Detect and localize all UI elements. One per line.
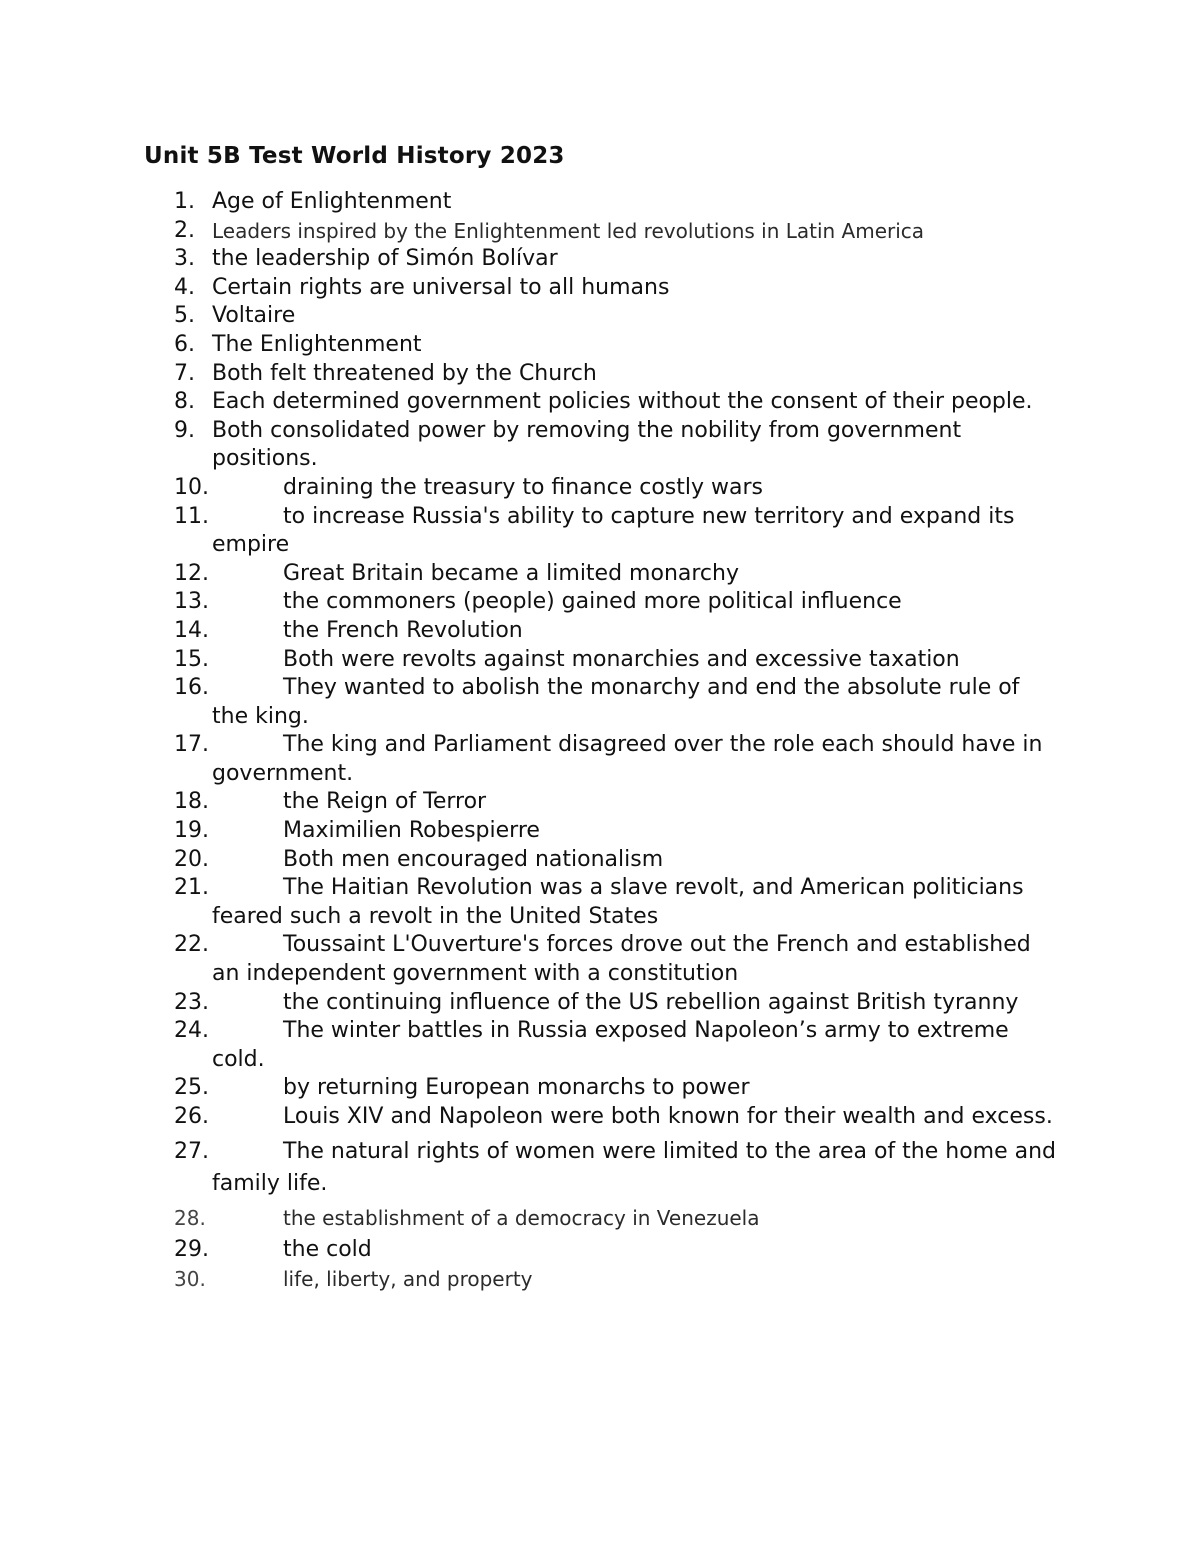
- item-number: 24.: [174, 1018, 209, 1044]
- item-number: 1.: [174, 189, 195, 214]
- item-text: Each determined government policies without the consent of their people.: [212, 389, 1033, 415]
- list-item: [0, 302, 1200, 331]
- item-text: Both consolidated power by removing the nobility from government positions.: [212, 417, 962, 472]
- item-number: 17.: [174, 732, 209, 758]
- item-number: 14.: [174, 617, 209, 643]
- list-item: [0, 874, 1200, 931]
- item-number: 19.: [174, 818, 209, 844]
- list-item: [0, 1074, 1200, 1103]
- item-number: 15.: [174, 646, 209, 672]
- item-number: 28.: [174, 1205, 206, 1230]
- item-number: 26.: [174, 1104, 209, 1129]
- list-item: [0, 188, 1200, 217]
- list-item: [0, 217, 1200, 246]
- item-text: the commoners (people) gained more political influence: [283, 589, 902, 615]
- item-text: Both were revolts against monarchies and excessive taxation: [283, 646, 960, 672]
- list-item: [0, 588, 1200, 617]
- item-text: Voltaire: [212, 303, 296, 329]
- item-text: by returning European monarchs to power: [283, 1075, 750, 1101]
- item-number: 18.: [174, 789, 209, 815]
- item-number: 12.: [174, 560, 209, 586]
- item-text: Leaders inspired by the Enlightenment led revolutions in Latin America: [212, 218, 925, 243]
- list-item: [0, 989, 1200, 1018]
- item-number: 4.: [174, 274, 195, 300]
- list-item: [0, 1136, 1200, 1200]
- document-title: Unit 5B Test World History 2023: [144, 143, 565, 169]
- list-item: [0, 1204, 1200, 1233]
- list-item: [0, 617, 1200, 646]
- item-text: Both felt threatened by the Church: [212, 360, 597, 386]
- item-text: the French Revolution: [283, 617, 523, 643]
- item-text: The king and Parliament disagreed over the role each should have in government.: [212, 732, 1043, 786]
- item-text: the establishment of a democracy in Venezuela: [283, 1205, 760, 1230]
- item-number: 7.: [174, 360, 195, 386]
- item-number: 6.: [174, 331, 195, 357]
- item-text: the continuing influence of the US rebellion against British tyranny: [283, 989, 1019, 1015]
- item-text: The Haitian Revolution was a slave revolt, and American politicians feared such a revolt in the United States: [212, 875, 1024, 929]
- item-number: 23.: [174, 989, 209, 1015]
- item-number: 29.: [174, 1237, 209, 1263]
- list-item: [0, 1017, 1200, 1074]
- answer-list: [0, 188, 1200, 1293]
- item-number: 16.: [174, 675, 209, 701]
- item-text: Certain rights are universal to all humans: [212, 274, 670, 300]
- list-item: [0, 417, 1200, 474]
- item-text: The natural rights of women were limited to the area of the home and family life.: [212, 1138, 1057, 1196]
- list-item: [0, 274, 1200, 303]
- item-number: 9.: [174, 417, 195, 443]
- list-item: [0, 646, 1200, 675]
- list-item: [0, 817, 1200, 846]
- item-number: 3.: [174, 246, 195, 272]
- item-text: Maximilien Robespierre: [283, 818, 540, 844]
- list-item: [0, 1236, 1200, 1265]
- list-item: [0, 245, 1200, 274]
- list-item: [0, 474, 1200, 503]
- item-number: 27.: [174, 1138, 209, 1164]
- list-item: [0, 1265, 1200, 1294]
- item-number: 10.: [174, 474, 209, 500]
- list-item: [0, 846, 1200, 875]
- list-item: [0, 931, 1200, 988]
- item-text: the cold: [283, 1237, 372, 1263]
- item-number: 21.: [174, 875, 209, 901]
- list-item: [0, 503, 1200, 560]
- item-number: 2.: [174, 217, 195, 243]
- list-item: [0, 331, 1200, 360]
- list-item: [0, 788, 1200, 817]
- item-text: The winter battles in Russia exposed Napoleon’s army to extreme cold.: [212, 1018, 1009, 1072]
- item-text: draining the treasury to finance costly wars: [283, 474, 764, 500]
- list-item: [0, 388, 1200, 417]
- item-number: 20.: [174, 846, 209, 872]
- item-number: 30.: [174, 1266, 206, 1291]
- item-text: Both men encouraged nationalism: [283, 846, 664, 872]
- item-text: Louis XIV and Napoleon were both known for their wealth and excess.: [283, 1104, 1053, 1129]
- item-text: Age of Enlightenment: [212, 189, 452, 214]
- item-text: life, liberty, and property: [283, 1266, 533, 1291]
- item-number: 5.: [174, 303, 195, 329]
- item-text: They wanted to abolish the monarchy and end the absolute rule of the king.: [212, 675, 1020, 729]
- item-number: 22.: [174, 932, 209, 958]
- item-number: 11.: [174, 503, 209, 529]
- list-item: [0, 1103, 1200, 1132]
- list-item: [0, 731, 1200, 788]
- item-number: 8.: [174, 389, 195, 415]
- item-text: the Reign of Terror: [283, 789, 487, 815]
- list-item: [0, 360, 1200, 389]
- item-number: 13.: [174, 589, 209, 615]
- item-text: The Enlightenment: [212, 331, 422, 357]
- item-text: Great Britain became a limited monarchy: [283, 560, 739, 586]
- item-text: the leadership of Simón Bolívar: [212, 246, 558, 272]
- list-item: [0, 674, 1200, 731]
- item-text: to increase Russia's ability to capture new territory and expand its empire: [212, 503, 1015, 558]
- item-text: Toussaint L'Ouverture's forces drove out the French and established an independent government with a constitution: [212, 932, 1031, 987]
- list-item: [0, 560, 1200, 589]
- item-number: 25.: [174, 1075, 209, 1101]
